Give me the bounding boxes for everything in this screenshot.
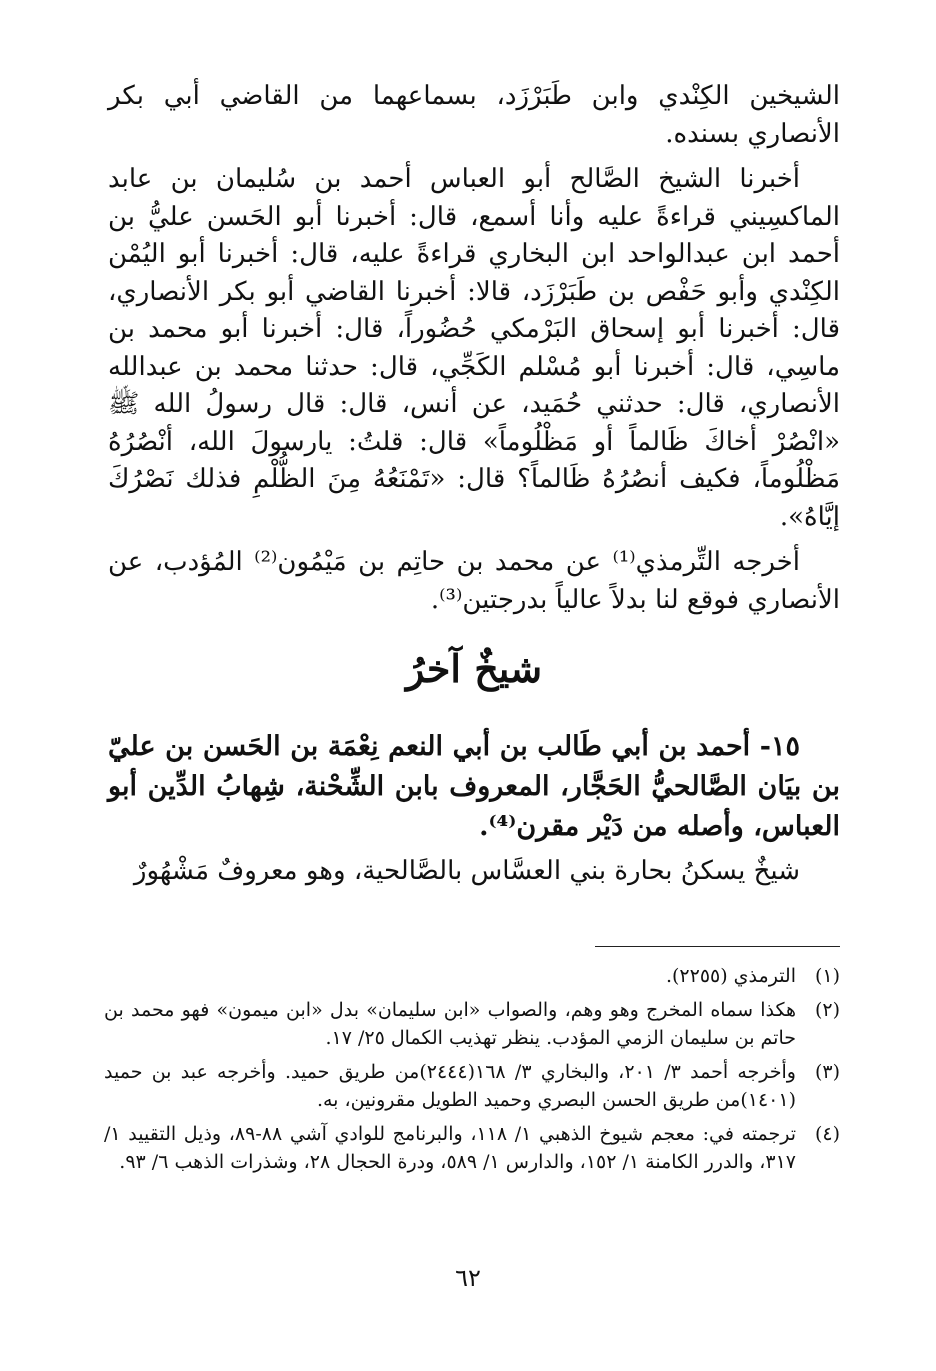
- footnote: [104, 962, 840, 990]
- footnote-number: (٤): [814, 1123, 840, 1145]
- main-text: [108, 78, 840, 890]
- paragraph-continuation: الشيخين الكِنْدي وابن طَبَرْزَد، بسماعهما من القاضي أبي بكر الأنصاري بسنده.: [108, 81, 840, 149]
- footnotes: [104, 962, 840, 1182]
- footnote-number: (١): [814, 965, 840, 987]
- biography-entry: ١٥- أحمد بن أبي طَالب بن أبي النعم نِعْمَة بن الحَسن بن عليّ بن بيَان الصَّالحيُّ الحَجَّار، المعروف بابن الشِّحْنة، شِهابُ الدِّين أبو العباس، وأصله من دَيْر مقرن⁽⁴⁾.: [108, 731, 840, 842]
- footnote-number: (٢): [814, 999, 840, 1021]
- paragraph-takhrij: أخرجه التِّرمذي⁽¹⁾ عن محمد بن حاتِم بن مَيْمُون⁽²⁾ المُؤدب، عن الأنصاري فوقع لنا بدلاً عالياً بدرجتين⁽³⁾.: [108, 547, 840, 615]
- page-number: ٦٢: [455, 1264, 481, 1292]
- section-heading: شيخٌ آخرُ: [405, 646, 543, 691]
- footnote-separator: [595, 946, 840, 947]
- footnote: [104, 996, 840, 1052]
- footnote-number: (٣): [814, 1061, 840, 1083]
- footnote-text: الترمذي (٢٢٥٥).: [665, 965, 796, 987]
- footnote-text: هكذا سماه المخرج وهو وهم، والصواب «ابن سليمان» بدل «ابن ميمون» فهو محمد بن حاتم بن سليمان الزمي المؤدب. ينظر تهذيب الكمال ٢٥/ ١٧.: [104, 999, 796, 1049]
- footnote-text: وأخرجه أحمد ٣/ ٢٠١، والبخاري ٣/ ١٦٨(٢٤٤٤)من طريق حميد. وأخرجه عبد بن حميد (١٤٠١)من طريق الحسن البصري وحميد الطويل مقرونين، به.: [104, 1061, 796, 1111]
- footnote-text: ترجمته في: معجم شيوخ الذهبي ١/ ١١٨، والبرنامج للوادي آشي ٨٨-٨٩، وذيل التقييد ١/ ٣١٧، والدرر الكامنة ١/ ١٥٢، والدارس ١/ ٥٨٩، ودرة الحجال ٢٨، وشذرات الذهب ٦/ ٩٣.: [104, 1123, 796, 1173]
- footnote: [104, 1058, 840, 1114]
- paragraph-hadith-chain: أخبرنا الشيخ الصَّالح أبو العباس أحمد بن سُليمان بن عابد الماكسِيني قراءةً عليه وأنا أسمع، قال: أخبرنا أبو الحَسن عليُّ بن أحمد ابن عبدالواحد ابن البخاري قراءةً عليه، قال: أخبرنا أبو اليُمْن الكِنْدي وأبو حَفْص بن طَبَرْزَد، قالا: أخبرنا القاضي أبو بكر الأنصاري، قال: أخبرنا أبو إسحاق البَرْمكي حُضُوراً، قال: أخبرنا أبو محمد بن ماسِي، قال: أخبرنا أبو مُسْلم الكَجِّي، قال: حدثنا محمد بن عبدالله الأنصاري، قال: حدثني حُمَيد، عن أنس، قال: قال رسولُ الله ﷺ «انْصُرْ أخاكَ ظَالماً أو مَظْلُوماً» قال: قلتُ: يارسولَ الله، أنْصُرُهُ مَظْلُوماً، فكيف أنصُرُهُ ظَالماً؟ قال: «تَمْنَعُهُ مِنَ الظُّلْمِ فذلك نَصْرُكَ إيَّاهُ».: [108, 164, 840, 532]
- footnote: [104, 1120, 840, 1176]
- biography-description: شيخٌ يسكنُ بحارة بني العسَّاس بالصَّالحية، وهو معروفٌ مَشْهُورٌ: [133, 856, 800, 886]
